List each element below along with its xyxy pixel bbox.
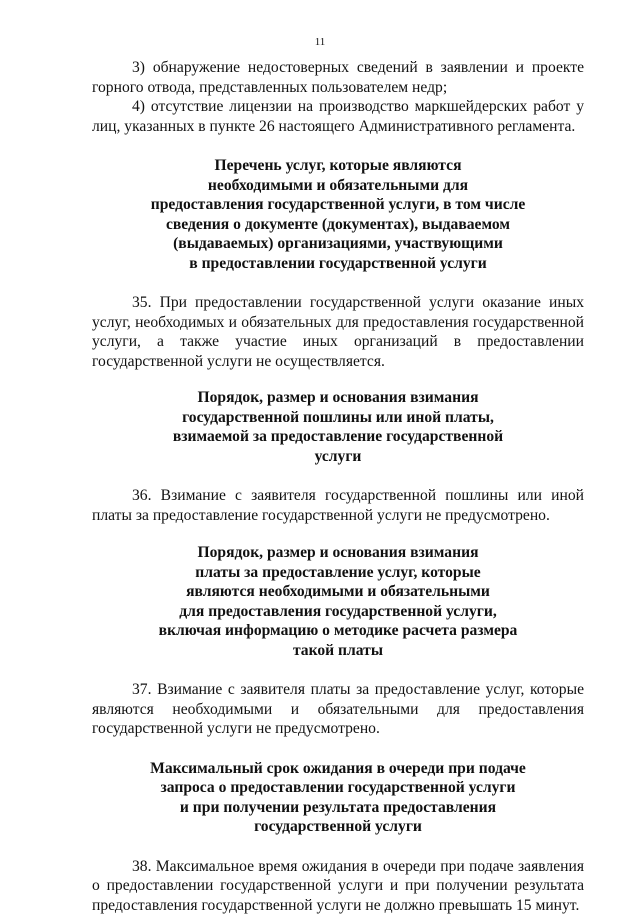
heading-line: запроса о предоставлении государственной услуги bbox=[92, 778, 584, 798]
heading-line: государственной услуги bbox=[92, 817, 584, 837]
heading-line: для предоставления государственной услуги, bbox=[92, 602, 584, 622]
paragraph-item-3: 3) обнаружение недостоверных сведений в заявлении и проекте горного отвода, представленных пользователем недр; bbox=[92, 58, 584, 97]
section-heading-state-fee bbox=[92, 388, 584, 466]
heading-line: Максимальный срок ожидания в очереди при подаче bbox=[92, 759, 584, 779]
heading-line: Порядок, размер и основания взимания bbox=[92, 543, 584, 563]
section-heading-required-services bbox=[92, 156, 584, 273]
heading-line: в предоставлении государственной услуги bbox=[92, 254, 584, 274]
section-heading-queue-time bbox=[92, 759, 584, 837]
paragraph-36: 36. Взимание с заявителя государственной пошлины или иной платы за предоставление государственной услуги не предусмотрено. bbox=[92, 486, 584, 525]
heading-line: такой платы bbox=[92, 641, 584, 661]
heading-line: включая информацию о методике расчета размера bbox=[92, 621, 584, 641]
page-number: 11 bbox=[0, 36, 640, 48]
heading-line: платы за предоставление услуг, которые bbox=[92, 563, 584, 583]
heading-line: предоставления государственной услуги, в том числе bbox=[92, 195, 584, 215]
heading-line: государственной пошлины или иной платы, bbox=[92, 408, 584, 428]
heading-line: являются необходимыми и обязательными bbox=[92, 582, 584, 602]
heading-line: Порядок, размер и основания взимания bbox=[92, 388, 584, 408]
heading-line: необходимыми и обязательными для bbox=[92, 176, 584, 196]
heading-line: услуги bbox=[92, 447, 584, 467]
heading-line: и при получении результата предоставления bbox=[92, 798, 584, 818]
document-body bbox=[92, 58, 584, 915]
section-heading-service-fee bbox=[92, 543, 584, 660]
paragraph-37: 37. Взимание с заявителя платы за предоставление услуг, которые являются необходимыми и обязательными для предоставления государственной услуги не предусмотрено. bbox=[92, 680, 584, 739]
heading-line: взимаемой за предоставление государственной bbox=[92, 427, 584, 447]
heading-line: сведения о документе (документах), выдаваемом bbox=[92, 215, 584, 235]
paragraph-35: 35. При предоставлении государственной услуги оказание иных услуг, необходимых и обязательных для предоставления государственной услуги, а также участие иных организаций в предоставлении государственной услуги не осуществляется. bbox=[92, 293, 584, 371]
heading-line: Перечень услуг, которые являются bbox=[92, 156, 584, 176]
paragraph-item-4: 4) отсутствие лицензии на производство маркшейдерских работ у лиц, указанных в пункте 26 настоящего Административного регламента. bbox=[92, 97, 584, 136]
paragraph-38: 38. Максимальное время ожидания в очереди при подаче заявления о предоставлении государственной услуги и при получении результата предоставления государственной услуги не должно превышать 15 минут. bbox=[92, 857, 584, 915]
heading-line: (выдаваемых) организациями, участвующими bbox=[92, 234, 584, 254]
